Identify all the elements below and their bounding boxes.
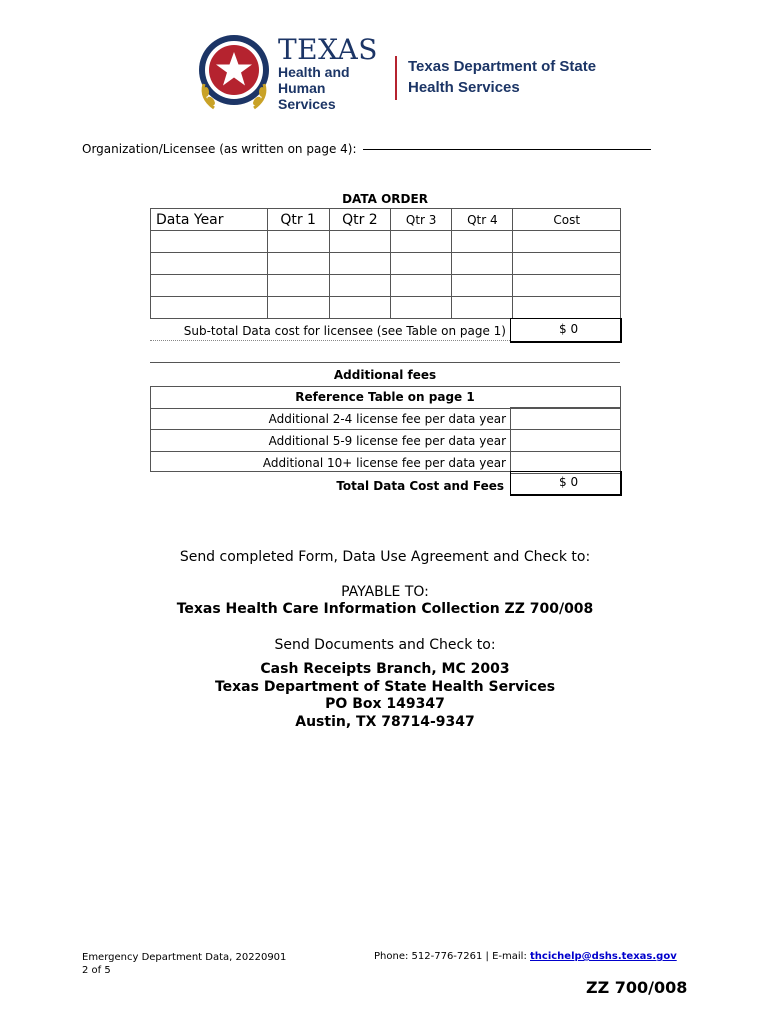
cell-qtr2[interactable] bbox=[329, 253, 390, 275]
cell-qtr1[interactable] bbox=[267, 275, 329, 297]
cell-qtr4[interactable] bbox=[452, 253, 513, 275]
subtotal-value: $ 0 bbox=[559, 322, 579, 336]
cell-qtr2[interactable] bbox=[329, 275, 390, 297]
organization-field bbox=[82, 142, 651, 156]
organization-input-line[interactable] bbox=[363, 149, 651, 150]
address-line: Cash Receipts Branch, MC 2003 bbox=[260, 661, 510, 677]
total-label: Total Data Cost and Fees bbox=[336, 479, 504, 493]
table-row bbox=[151, 231, 621, 253]
hhs-logo bbox=[196, 32, 396, 122]
cell-data-year[interactable] bbox=[151, 275, 268, 297]
texas-seal-icon bbox=[196, 32, 272, 114]
mailing-address bbox=[0, 661, 770, 731]
cell-cost[interactable] bbox=[513, 275, 621, 297]
cell-qtr3[interactable] bbox=[391, 297, 452, 319]
cell-data-year[interactable] bbox=[151, 231, 268, 253]
table-row bbox=[151, 275, 621, 297]
send-form-instruction: Send completed Form, Data Use Agreement and Check to: bbox=[179, 549, 591, 565]
table-row bbox=[151, 297, 621, 319]
fee-line-5-9: Additional 5-9 license fee per data year bbox=[268, 434, 506, 448]
cell-cost[interactable] bbox=[513, 231, 621, 253]
data-order-table bbox=[150, 208, 621, 319]
hhs-name-line1: Health and Human bbox=[278, 64, 350, 96]
address-line: PO Box 149347 bbox=[325, 696, 445, 712]
additional-fees-title: Additional fees bbox=[333, 368, 437, 382]
address-line: Texas Department of State Health Services bbox=[214, 678, 556, 695]
footer-email-link[interactable]: thcichelp@dshs.texas.gov bbox=[530, 951, 677, 962]
cell-qtr3[interactable] bbox=[391, 253, 452, 275]
fee-field-5-9[interactable] bbox=[510, 429, 621, 452]
footer-phone: Phone: 512-776-7261 | E-mail: bbox=[374, 951, 527, 962]
footer-left bbox=[82, 951, 286, 977]
column-header-cost: Cost bbox=[513, 209, 621, 231]
cell-qtr2[interactable] bbox=[329, 231, 390, 253]
fee-divider bbox=[150, 429, 510, 430]
dshs-logo bbox=[408, 56, 596, 98]
column-header-qtr4: Qtr 4 bbox=[452, 209, 513, 231]
cell-qtr4[interactable] bbox=[452, 297, 513, 319]
organization-label: Organization/Licensee (as written on page 4): bbox=[82, 142, 357, 156]
cell-qtr4[interactable] bbox=[452, 231, 513, 253]
cell-qtr1[interactable] bbox=[267, 231, 329, 253]
fee-line-2-4: Additional 2-4 license fee per data year bbox=[268, 412, 506, 426]
cell-qtr3[interactable] bbox=[391, 231, 452, 253]
payee-name: Texas Health Care Information Collection ZZ 700/008 bbox=[176, 601, 594, 617]
fee-line-10-plus: Additional 10+ license fee per data year bbox=[262, 456, 506, 470]
send-documents-instruction: Send Documents and Check to: bbox=[274, 637, 496, 653]
subtotal-divider bbox=[150, 340, 510, 341]
cell-data-year[interactable] bbox=[151, 297, 268, 319]
fee-divider bbox=[150, 451, 510, 452]
reference-table-label: Reference Table on page 1 bbox=[295, 390, 475, 404]
fee-divider bbox=[150, 471, 510, 472]
hhs-name-line2: Services bbox=[278, 96, 336, 112]
subtotal-label: Sub-total Data cost for licensee (see Table on page 1) bbox=[183, 324, 506, 338]
cell-qtr2[interactable] bbox=[329, 297, 390, 319]
hhs-texas-wordmark: TEXAS bbox=[278, 33, 378, 66]
fees-top-border bbox=[150, 362, 620, 363]
table-header-row bbox=[151, 209, 621, 231]
column-header-data-year: Data Year bbox=[151, 209, 268, 231]
address-line: Austin, TX 78714-9347 bbox=[295, 713, 475, 730]
footer-doc-title: Emergency Department Data, 20220901 bbox=[82, 952, 287, 963]
dshs-name-line1: Texas Department of State bbox=[408, 58, 597, 75]
cell-cost[interactable] bbox=[513, 297, 621, 319]
column-header-qtr1: Qtr 1 bbox=[267, 209, 329, 231]
logo-divider bbox=[395, 56, 397, 100]
total-field[interactable] bbox=[510, 471, 622, 496]
form-number: ZZ 700/008 bbox=[586, 978, 688, 997]
cell-qtr1[interactable] bbox=[267, 297, 329, 319]
cell-qtr3[interactable] bbox=[391, 275, 452, 297]
cell-cost[interactable] bbox=[513, 253, 621, 275]
payable-to-label: PAYABLE TO: bbox=[341, 584, 429, 600]
fee-field-2-4[interactable] bbox=[510, 407, 621, 430]
data-order-title: DATA ORDER bbox=[342, 192, 428, 206]
cell-qtr4[interactable] bbox=[452, 275, 513, 297]
table-row bbox=[151, 253, 621, 275]
cell-qtr1[interactable] bbox=[267, 253, 329, 275]
footer-contact bbox=[374, 951, 677, 962]
column-header-qtr2: Qtr 2 bbox=[329, 209, 390, 231]
subtotal-field[interactable] bbox=[510, 318, 622, 343]
footer-page-number: 2 of 5 bbox=[82, 965, 111, 976]
total-value: $ 0 bbox=[559, 475, 579, 489]
column-header-qtr3: Qtr 3 bbox=[391, 209, 452, 231]
cell-data-year[interactable] bbox=[151, 253, 268, 275]
dshs-name-line2: Health Services bbox=[408, 79, 520, 96]
